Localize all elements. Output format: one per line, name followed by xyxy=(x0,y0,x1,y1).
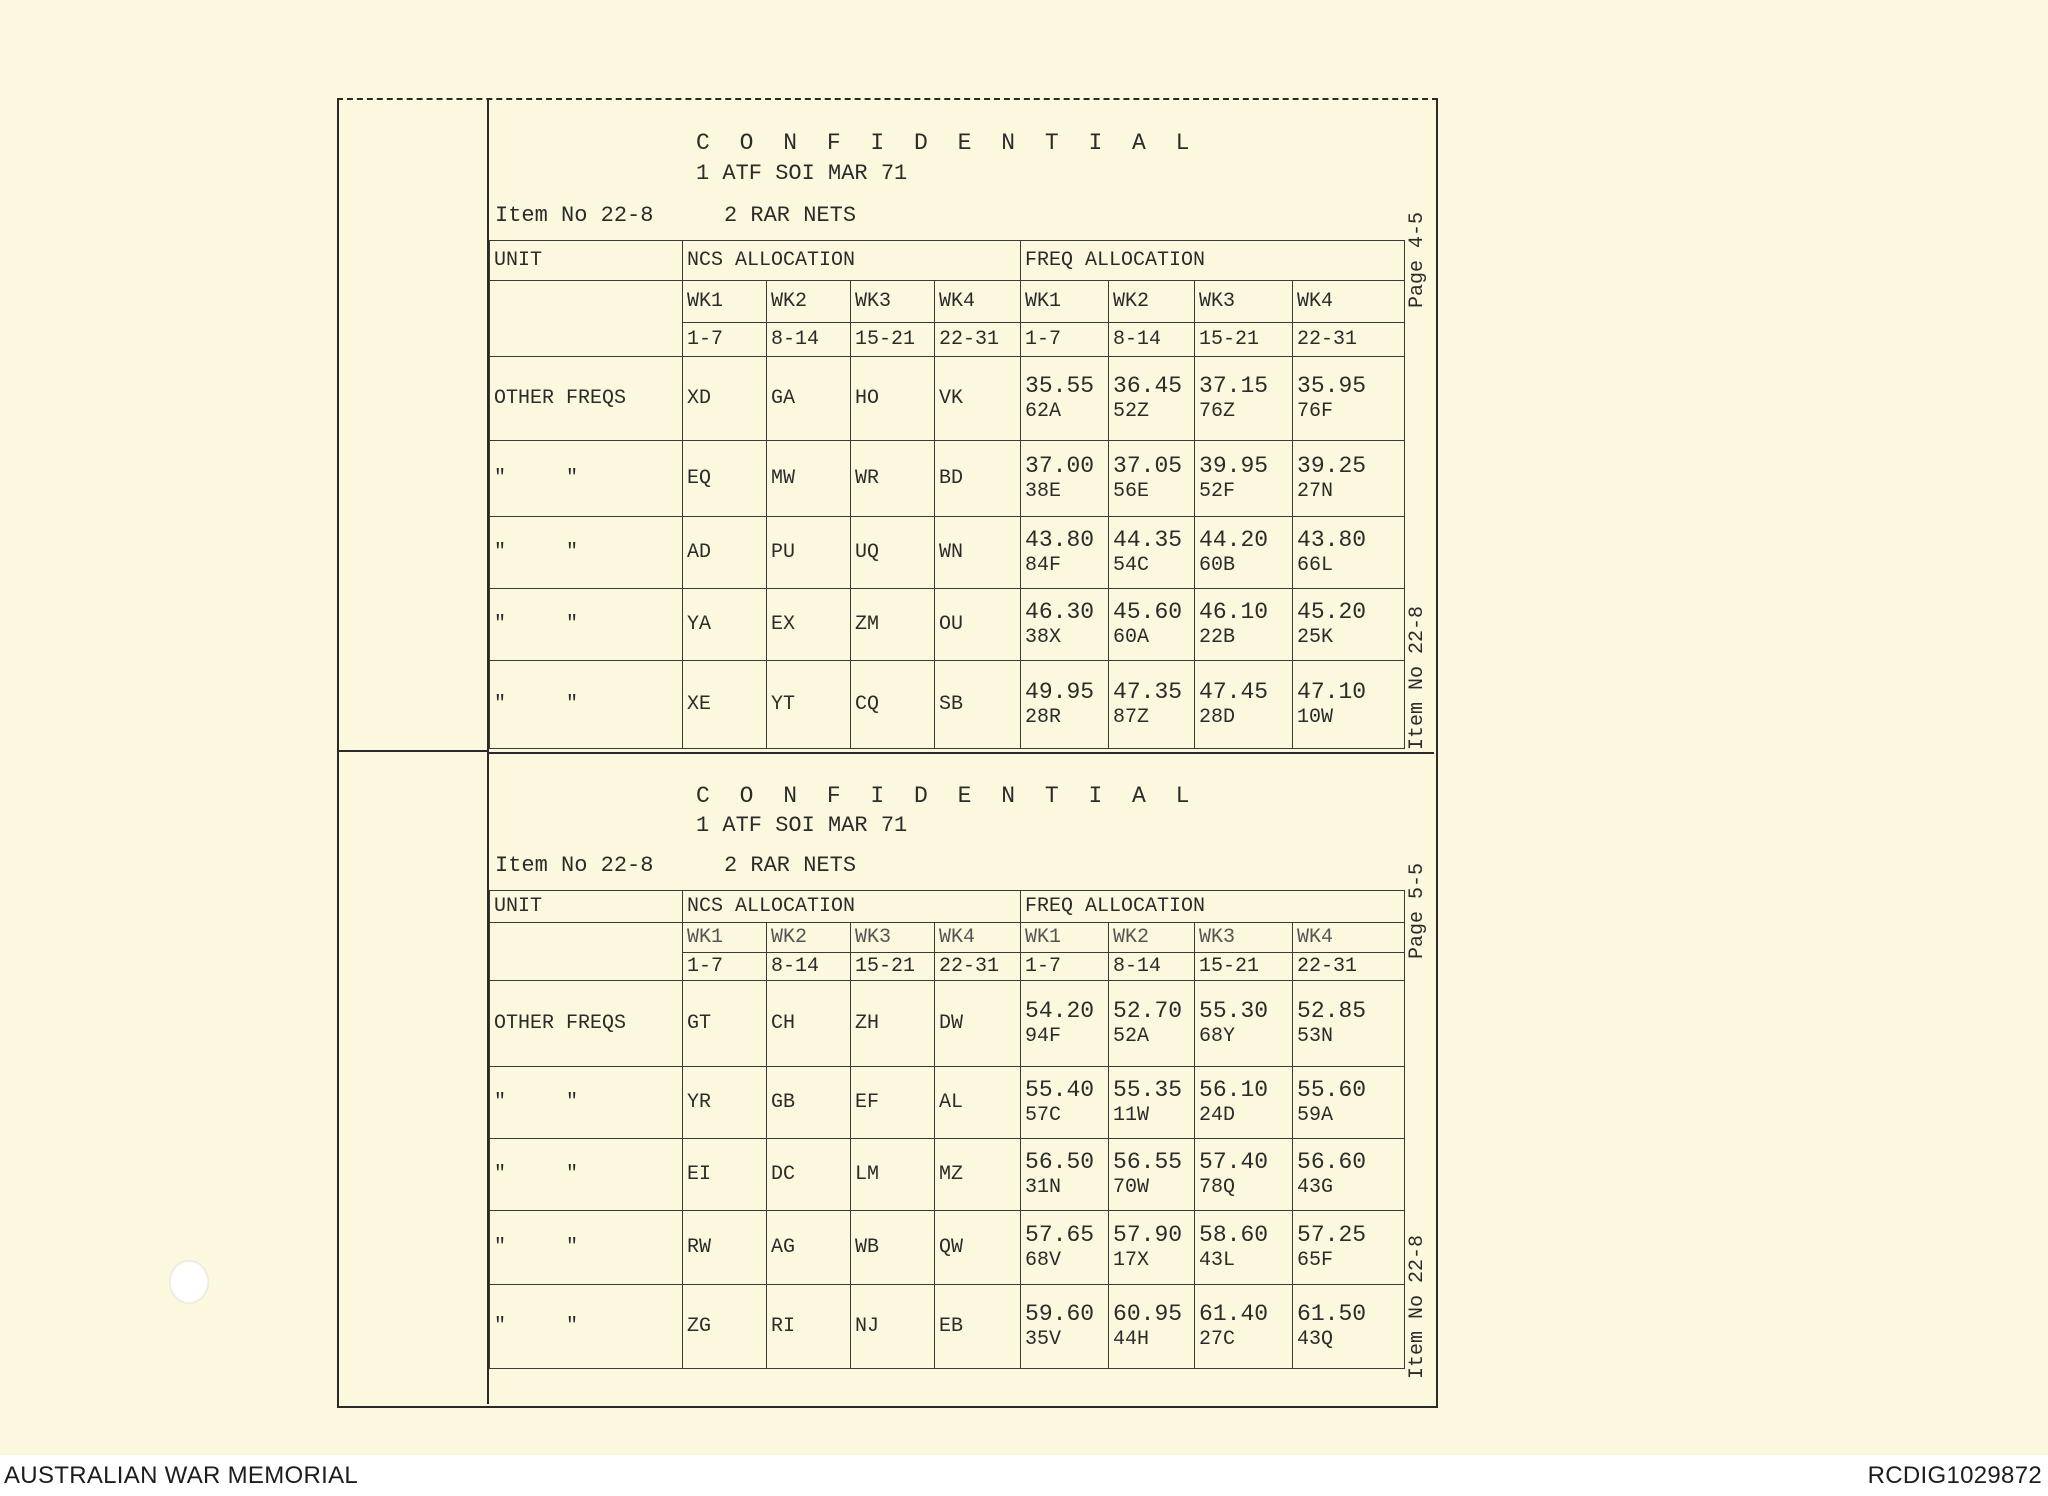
ncs-callsign-cell: ZG xyxy=(683,1285,767,1369)
net-name: 2 RAR NETS xyxy=(724,853,857,878)
soi-card-1 xyxy=(489,100,1434,750)
frequency-cell xyxy=(1109,1067,1195,1139)
frequency-value: 35.55 xyxy=(1025,372,1095,399)
frequency-cell xyxy=(1293,661,1405,749)
ncs-callsign-cell: GT xyxy=(683,981,767,1067)
ncs-range-header: 1-7 xyxy=(683,953,767,981)
channel-code: 43Q xyxy=(1297,1327,1334,1351)
frequency-cell xyxy=(1021,589,1109,661)
unit-cell: " " xyxy=(490,1285,683,1369)
frequency-cell xyxy=(1109,1285,1195,1369)
ncs-callsign-cell: SB xyxy=(935,661,1021,749)
ncs-callsign-cell: YA xyxy=(683,589,767,661)
classification-heading: C O N F I D E N T I A L xyxy=(696,783,1198,809)
frequency-value: 57.40 xyxy=(1199,1148,1269,1175)
card-divider xyxy=(337,750,487,752)
freq-range-header: 15-21 xyxy=(1195,953,1293,981)
channel-code: 57C xyxy=(1025,1103,1062,1127)
channel-code: 28D xyxy=(1199,705,1236,729)
ncs-range-header: 1-7 xyxy=(683,323,767,357)
frequency-cell xyxy=(1195,981,1293,1067)
frequency-value: 58.60 xyxy=(1199,1221,1269,1248)
ncs-callsign-cell: ZH xyxy=(851,981,935,1067)
frequency-value: 46.30 xyxy=(1025,598,1095,625)
ncs-callsign-cell: OU xyxy=(935,589,1021,661)
page-number-vertical: Page 4-5 xyxy=(1406,211,1429,308)
ncs-week-header: WK3 xyxy=(851,281,935,323)
frequency-value: 37.05 xyxy=(1113,452,1183,479)
ncs-range-header: 22-31 xyxy=(935,953,1021,981)
frequency-value: 47.10 xyxy=(1297,678,1367,705)
frequency-value: 57.25 xyxy=(1297,1221,1367,1248)
frequency-value: 56.10 xyxy=(1199,1076,1269,1103)
freq-week-header: WK4 xyxy=(1293,281,1405,323)
frequency-value: 54.20 xyxy=(1025,997,1095,1024)
channel-code: 38E xyxy=(1025,479,1062,503)
ncs-week-header: WK3 xyxy=(851,923,935,953)
ncs-week-header: WK2 xyxy=(767,923,851,953)
unit-cell: " " xyxy=(490,441,683,517)
source-heading: 1 ATF SOI MAR 71 xyxy=(696,813,908,838)
net-name: 2 RAR NETS xyxy=(724,203,857,228)
channel-code: 35V xyxy=(1025,1327,1062,1351)
frequency-cell xyxy=(1293,1067,1405,1139)
classification-heading: C O N F I D E N T I A L xyxy=(696,130,1198,156)
frequency-cell xyxy=(1195,357,1293,441)
frequency-value: 56.55 xyxy=(1113,1148,1183,1175)
freq-range-header: 1-7 xyxy=(1021,323,1109,357)
frequency-value: 56.50 xyxy=(1025,1148,1095,1175)
table-row xyxy=(490,1139,1435,1211)
ncs-week-header: WK1 xyxy=(683,281,767,323)
freq-week-header: WK4 xyxy=(1293,923,1405,953)
unit-cell: " " xyxy=(490,661,683,749)
table-row xyxy=(490,589,1435,661)
frequency-cell xyxy=(1293,441,1405,517)
table-row xyxy=(490,981,1435,1067)
table-row xyxy=(490,1067,1435,1139)
channel-code: 53N xyxy=(1297,1024,1334,1048)
ncs-callsign-cell: HO xyxy=(851,357,935,441)
unit-cell: OTHER FREQS xyxy=(490,357,683,441)
channel-code: 76Z xyxy=(1199,399,1236,423)
frequency-value: 49.95 xyxy=(1025,678,1095,705)
ncs-callsign-cell: EF xyxy=(851,1067,935,1139)
channel-code: 31N xyxy=(1025,1175,1062,1199)
ncs-callsign-cell: GB xyxy=(767,1067,851,1139)
ncs-callsign-cell: RI xyxy=(767,1285,851,1369)
ncs-week-header: WK4 xyxy=(935,923,1021,953)
unit-header: UNIT xyxy=(490,241,683,281)
channel-code: 76F xyxy=(1297,399,1334,423)
frequency-cell xyxy=(1109,357,1195,441)
frequency-value: 57.65 xyxy=(1025,1221,1095,1248)
channel-code: 43G xyxy=(1297,1175,1334,1199)
punch-hole xyxy=(169,1260,209,1304)
channel-code: 68V xyxy=(1025,1248,1062,1272)
frequency-cell xyxy=(1109,661,1195,749)
ncs-week-header: WK4 xyxy=(935,281,1021,323)
source-heading: 1 ATF SOI MAR 71 xyxy=(696,161,908,186)
freq-week-header: WK3 xyxy=(1195,281,1293,323)
unit-cell: " " xyxy=(490,517,683,589)
frequency-cell xyxy=(1195,441,1293,517)
ncs-range-header: 22-31 xyxy=(935,323,1021,357)
frequency-value: 55.30 xyxy=(1199,997,1269,1024)
ncs-allocation-header: NCS ALLOCATION xyxy=(683,241,1021,281)
channel-code: 62A xyxy=(1025,399,1062,423)
frequency-cell xyxy=(1021,517,1109,589)
channel-code: 56E xyxy=(1113,479,1150,503)
ncs-callsign-cell: EX xyxy=(767,589,851,661)
frequency-cell xyxy=(1109,1139,1195,1211)
ncs-callsign-cell: NJ xyxy=(851,1285,935,1369)
frequency-cell xyxy=(1293,589,1405,661)
ncs-callsign-cell: CQ xyxy=(851,661,935,749)
unit-cell: " " xyxy=(490,1067,683,1139)
table-row xyxy=(490,1211,1435,1285)
frequency-value: 39.95 xyxy=(1199,452,1269,479)
item-number: Item No 22-8 xyxy=(495,203,654,228)
frequency-value: 45.20 xyxy=(1297,598,1367,625)
ncs-callsign-cell: ZM xyxy=(851,589,935,661)
freq-range-header: 8-14 xyxy=(1109,323,1195,357)
ncs-callsign-cell: AG xyxy=(767,1211,851,1285)
channel-code: 54C xyxy=(1113,553,1150,577)
frequency-value: 47.35 xyxy=(1113,678,1183,705)
ncs-callsign-cell: MW xyxy=(767,441,851,517)
channel-code: 44H xyxy=(1113,1327,1150,1351)
frequency-value: 55.60 xyxy=(1297,1076,1367,1103)
ncs-callsign-cell: RW xyxy=(683,1211,767,1285)
ncs-range-header: 15-21 xyxy=(851,953,935,981)
channel-code: 59A xyxy=(1297,1103,1334,1127)
frequency-cell xyxy=(1293,1211,1405,1285)
frequency-value: 43.80 xyxy=(1297,526,1367,553)
frequency-value: 47.45 xyxy=(1199,678,1269,705)
frequency-cell xyxy=(1195,517,1293,589)
channel-code: 84F xyxy=(1025,553,1062,577)
frequency-cell xyxy=(1021,1285,1109,1369)
frequency-value: 43.80 xyxy=(1025,526,1095,553)
ncs-callsign-cell: DW xyxy=(935,981,1021,1067)
frequency-value: 45.60 xyxy=(1113,598,1183,625)
channel-code: 38X xyxy=(1025,625,1062,649)
freq-week-header: WK3 xyxy=(1195,923,1293,953)
frequency-cell xyxy=(1195,661,1293,749)
freq-allocation-header: FREQ ALLOCATION xyxy=(1021,891,1405,923)
frequency-value: 36.45 xyxy=(1113,372,1183,399)
institution-caption: AUSTRALIAN WAR MEMORIAL xyxy=(4,1462,359,1489)
frequency-value: 52.85 xyxy=(1297,997,1367,1024)
allocation-table xyxy=(489,240,1435,749)
frequency-value: 37.15 xyxy=(1199,372,1269,399)
ncs-callsign-cell: WN xyxy=(935,517,1021,589)
ncs-callsign-cell: BD xyxy=(935,441,1021,517)
freq-range-header: 8-14 xyxy=(1109,953,1195,981)
item-number-vertical: Item No 22-8 xyxy=(1406,1234,1429,1379)
ncs-range-header: 15-21 xyxy=(851,323,935,357)
channel-code: 11W xyxy=(1113,1103,1150,1127)
frequency-value: 57.90 xyxy=(1113,1221,1183,1248)
ncs-range-header: 8-14 xyxy=(767,953,851,981)
frequency-cell xyxy=(1109,517,1195,589)
frequency-cell xyxy=(1021,1067,1109,1139)
ncs-callsign-cell: WR xyxy=(851,441,935,517)
ncs-callsign-cell: LM xyxy=(851,1139,935,1211)
frequency-cell xyxy=(1109,1211,1195,1285)
frequency-value: 39.25 xyxy=(1297,452,1367,479)
channel-code: 65F xyxy=(1297,1248,1334,1272)
frequency-value: 61.50 xyxy=(1297,1300,1367,1327)
channel-code: 25K xyxy=(1297,625,1334,649)
frequency-cell xyxy=(1195,1285,1293,1369)
ncs-callsign-cell: PU xyxy=(767,517,851,589)
ncs-week-header: WK1 xyxy=(683,923,767,953)
frequency-value: 61.40 xyxy=(1199,1300,1269,1327)
freq-range-header: 1-7 xyxy=(1021,953,1109,981)
allocation-table xyxy=(489,890,1435,1369)
frequency-value: 52.70 xyxy=(1113,997,1183,1024)
reference-caption: RCDIG1029872 xyxy=(1867,1462,2042,1489)
unit-cell: " " xyxy=(490,1211,683,1285)
ncs-week-header: WK2 xyxy=(767,281,851,323)
frequency-value: 35.95 xyxy=(1297,372,1367,399)
frequency-value: 37.00 xyxy=(1025,452,1095,479)
frequency-cell xyxy=(1021,441,1109,517)
channel-code: 28R xyxy=(1025,705,1062,729)
frequency-value: 46.10 xyxy=(1199,598,1269,625)
freq-allocation-header: FREQ ALLOCATION xyxy=(1021,241,1405,281)
frequency-value: 60.95 xyxy=(1113,1300,1183,1327)
ncs-allocation-header: NCS ALLOCATION xyxy=(683,891,1021,923)
ncs-callsign-cell: EQ xyxy=(683,441,767,517)
ncs-callsign-cell: QW xyxy=(935,1211,1021,1285)
item-number: Item No 22-8 xyxy=(495,853,654,878)
channel-code: 52Z xyxy=(1113,399,1150,423)
channel-code: 87Z xyxy=(1113,705,1150,729)
ncs-callsign-cell: DC xyxy=(767,1139,851,1211)
channel-code: 27C xyxy=(1199,1327,1236,1351)
channel-code: 94F xyxy=(1025,1024,1062,1048)
ncs-callsign-cell: WB xyxy=(851,1211,935,1285)
ncs-range-header: 8-14 xyxy=(767,323,851,357)
channel-code: 22B xyxy=(1199,625,1236,649)
frequency-cell xyxy=(1293,517,1405,589)
channel-code: 52F xyxy=(1199,479,1236,503)
table-row xyxy=(490,661,1435,749)
frequency-value: 59.60 xyxy=(1025,1300,1095,1327)
channel-code: 70W xyxy=(1113,1175,1150,1199)
ncs-callsign-cell: VK xyxy=(935,357,1021,441)
ncs-callsign-cell: YT xyxy=(767,661,851,749)
ncs-callsign-cell: YR xyxy=(683,1067,767,1139)
frequency-value: 55.40 xyxy=(1025,1076,1095,1103)
freq-week-header: WK1 xyxy=(1021,923,1109,953)
frequency-cell xyxy=(1195,1139,1293,1211)
freq-week-header: WK2 xyxy=(1109,281,1195,323)
frequency-cell xyxy=(1293,981,1405,1067)
frequency-cell xyxy=(1021,661,1109,749)
unit-cell: " " xyxy=(490,1139,683,1211)
channel-code: 78Q xyxy=(1199,1175,1236,1199)
table-row xyxy=(490,441,1435,517)
ncs-callsign-cell: EB xyxy=(935,1285,1021,1369)
freq-week-header: WK2 xyxy=(1109,923,1195,953)
frequency-cell xyxy=(1021,981,1109,1067)
page-number-vertical: Page 5-5 xyxy=(1406,862,1429,959)
frequency-value: 55.35 xyxy=(1113,1076,1183,1103)
unit-header: UNIT xyxy=(490,891,683,923)
channel-code: 17X xyxy=(1113,1248,1150,1272)
ncs-callsign-cell: CH xyxy=(767,981,851,1067)
frequency-cell xyxy=(1293,357,1405,441)
freq-range-header: 15-21 xyxy=(1195,323,1293,357)
frequency-cell xyxy=(1109,981,1195,1067)
ncs-callsign-cell: EI xyxy=(683,1139,767,1211)
frequency-value: 44.20 xyxy=(1199,526,1269,553)
frequency-cell xyxy=(1109,441,1195,517)
frequency-cell xyxy=(1021,1139,1109,1211)
channel-code: 10W xyxy=(1297,705,1334,729)
table-row xyxy=(490,517,1435,589)
channel-code: 43L xyxy=(1199,1248,1236,1272)
freq-range-header: 22-31 xyxy=(1293,953,1405,981)
ncs-callsign-cell: MZ xyxy=(935,1139,1021,1211)
frequency-cell xyxy=(1293,1285,1405,1369)
table-row xyxy=(490,1285,1435,1369)
frequency-value: 56.60 xyxy=(1297,1148,1367,1175)
frequency-cell xyxy=(1021,1211,1109,1285)
unit-header-spacer xyxy=(490,281,683,357)
freq-range-header: 22-31 xyxy=(1293,323,1405,357)
ncs-callsign-cell: XE xyxy=(683,661,767,749)
channel-code: 27N xyxy=(1297,479,1334,503)
item-number-vertical: Item No 22-8 xyxy=(1406,605,1429,750)
ncs-callsign-cell: UQ xyxy=(851,517,935,589)
ncs-callsign-cell: AD xyxy=(683,517,767,589)
channel-code: 60B xyxy=(1199,553,1236,577)
frequency-cell xyxy=(1293,1139,1405,1211)
frequency-cell xyxy=(1195,1067,1293,1139)
ncs-callsign-cell: XD xyxy=(683,357,767,441)
unit-cell: OTHER FREQS xyxy=(490,981,683,1067)
unit-cell: " " xyxy=(490,589,683,661)
channel-code: 24D xyxy=(1199,1103,1236,1127)
channel-code: 68Y xyxy=(1199,1024,1236,1048)
frequency-cell xyxy=(1021,357,1109,441)
channel-code: 52A xyxy=(1113,1024,1150,1048)
frequency-cell xyxy=(1195,589,1293,661)
ncs-callsign-cell: AL xyxy=(935,1067,1021,1139)
table-row xyxy=(490,357,1435,441)
frequency-value: 44.35 xyxy=(1113,526,1183,553)
channel-code: 60A xyxy=(1113,625,1150,649)
unit-header-spacer xyxy=(490,923,683,981)
frequency-cell xyxy=(1195,1211,1293,1285)
frequency-cell xyxy=(1109,589,1195,661)
soi-card-2 xyxy=(489,752,1434,1406)
freq-week-header: WK1 xyxy=(1021,281,1109,323)
ncs-callsign-cell: GA xyxy=(767,357,851,441)
channel-code: 66L xyxy=(1297,553,1334,577)
